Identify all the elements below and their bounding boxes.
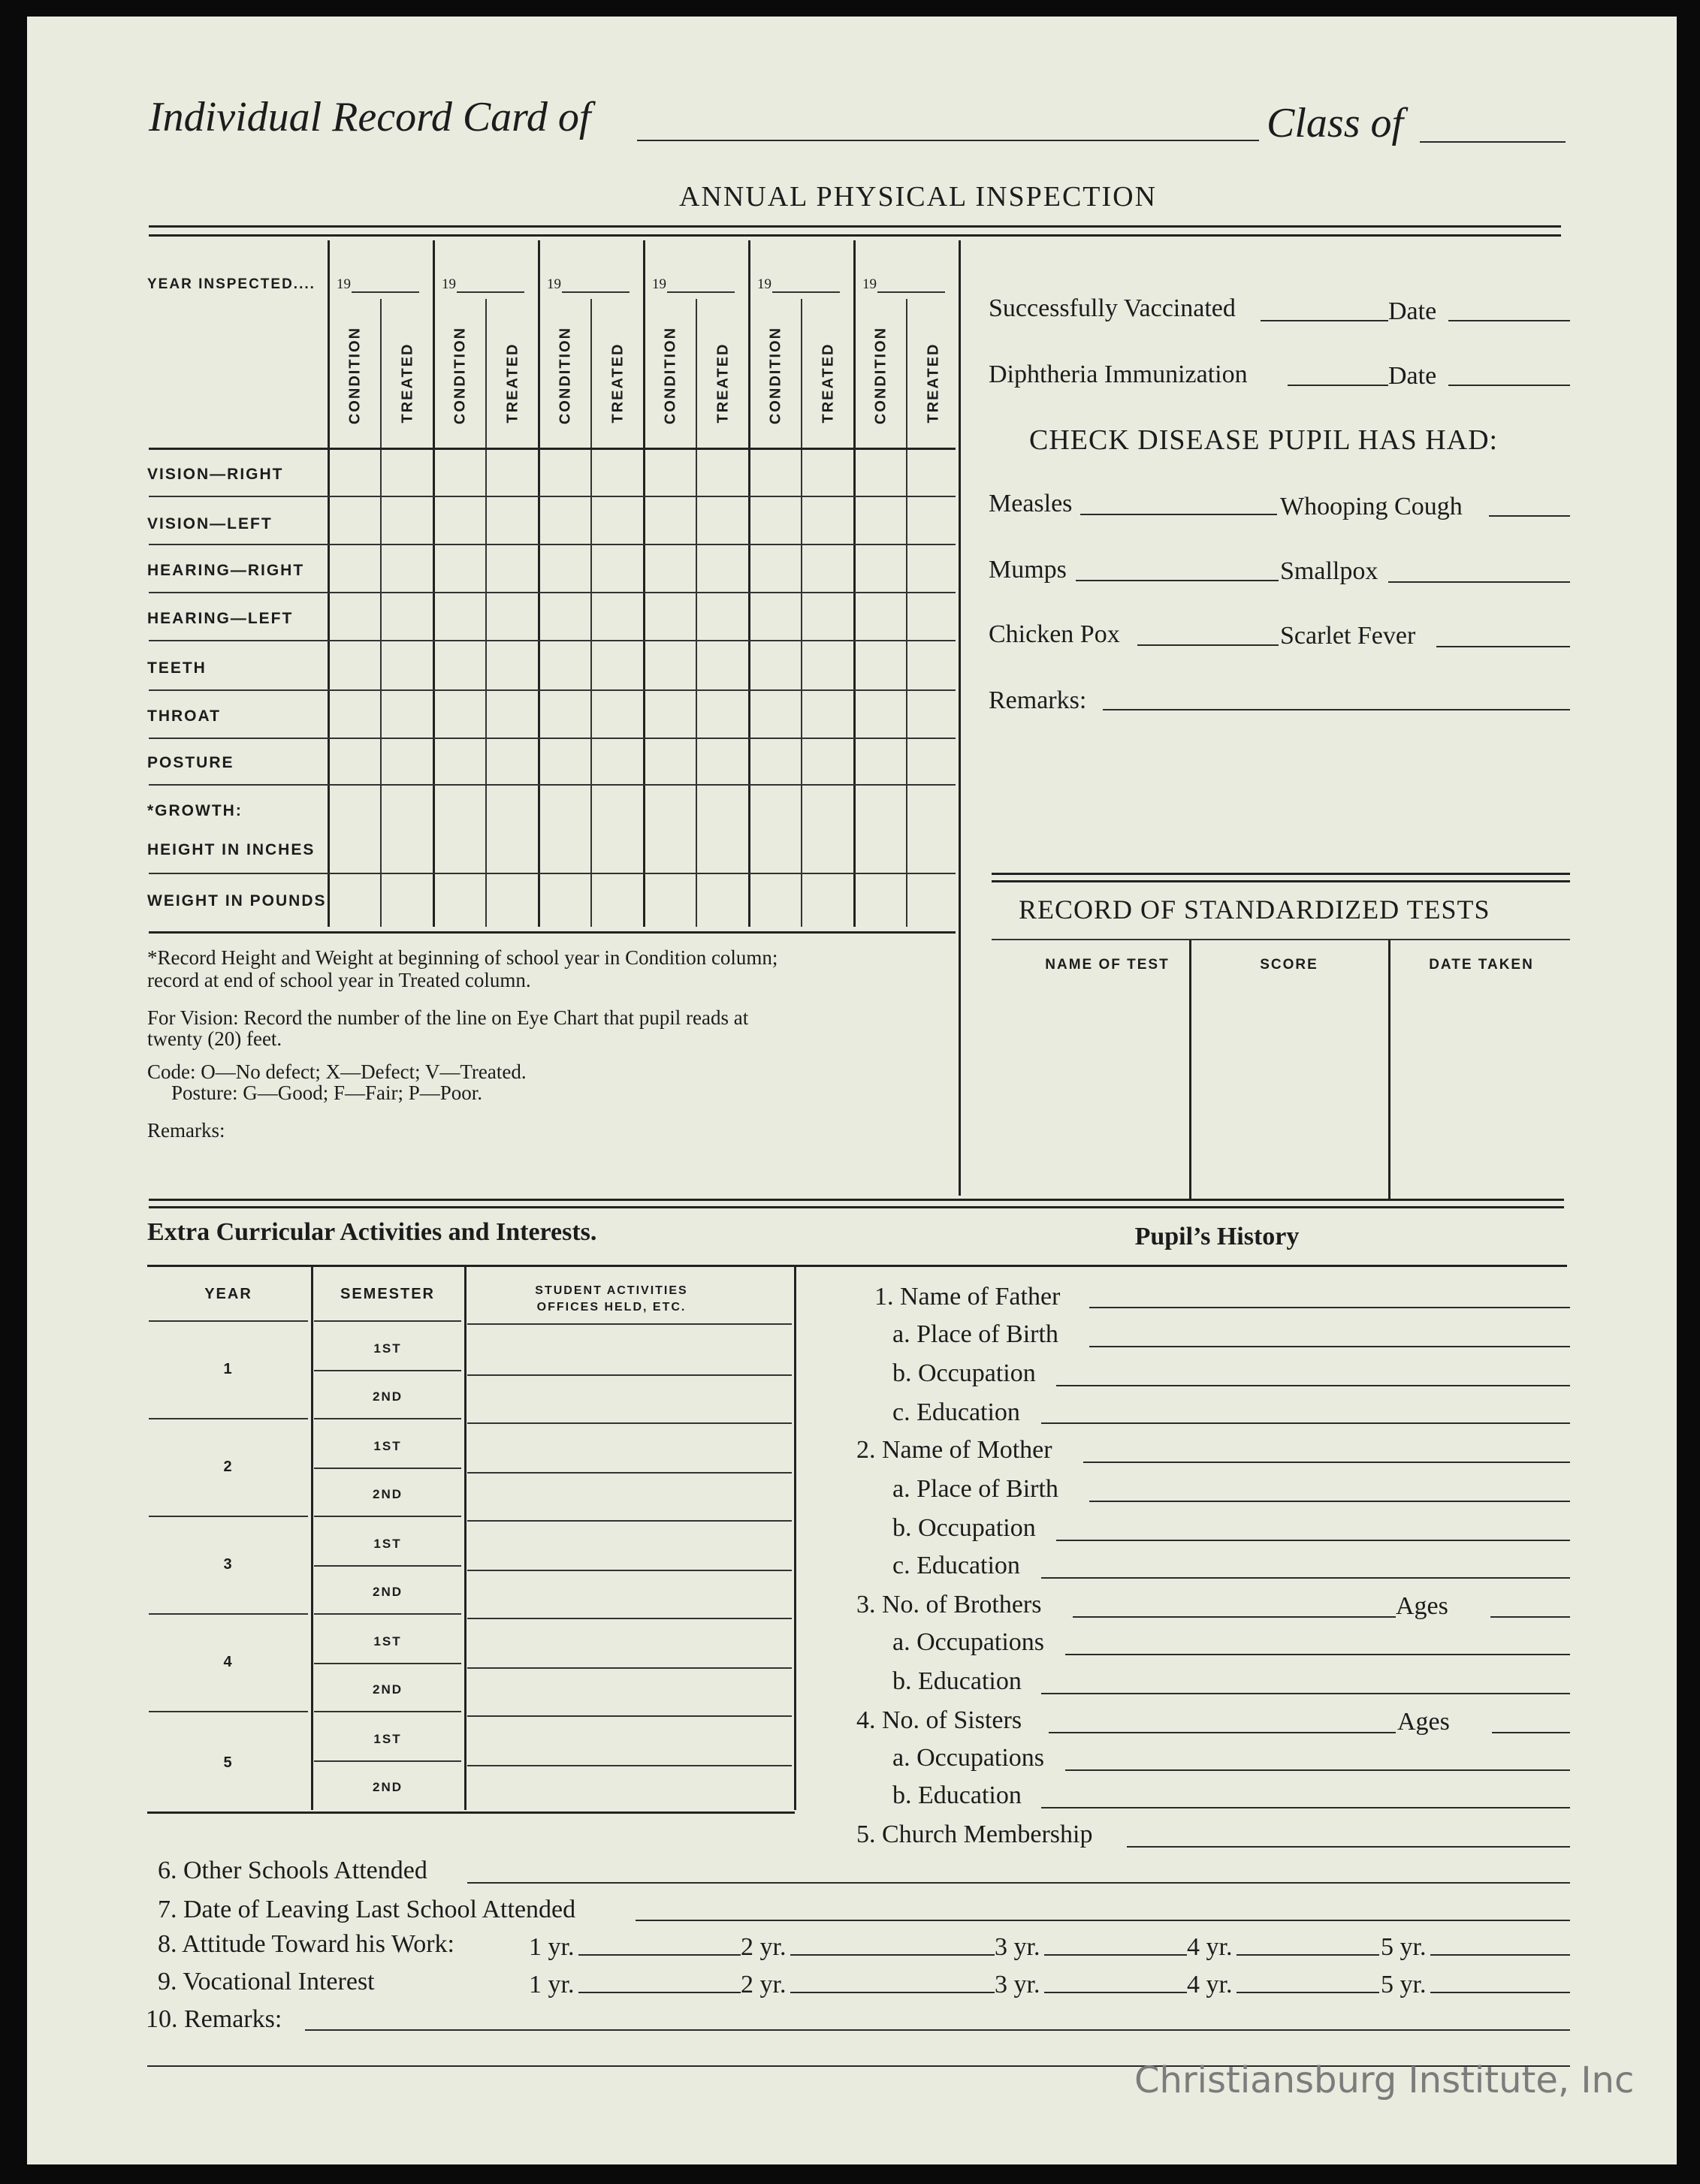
vocational-yr-field[interactable] (1430, 1992, 1570, 1993)
yr-label: 3 yr. (995, 1971, 1040, 1998)
year-cell[interactable] (442, 276, 456, 293)
test-score-header: SCORE (1260, 957, 1318, 973)
row-label: THROAT (147, 707, 221, 725)
activities-rule (314, 1760, 461, 1762)
year-cell[interactable] (547, 276, 561, 293)
vocational-yr-field[interactable] (1237, 1992, 1379, 1993)
activity-field[interactable] (467, 1472, 792, 1474)
yr-label: 4 yr. (1187, 1971, 1233, 1998)
activities-top-rule (147, 1265, 1567, 1267)
tests-grid-line (1189, 940, 1191, 1200)
activities-rule (314, 1613, 461, 1615)
activities-rule (149, 1711, 308, 1712)
activities-rule (314, 1320, 461, 1322)
record-note: record at end of school year in Treated column. (147, 969, 531, 991)
activities-grid-line (794, 1266, 796, 1810)
test-name-header: NAME OF TEST (1045, 957, 1170, 973)
test-date-header: DATE TAKEN (1429, 957, 1534, 973)
activities-rule (314, 1565, 461, 1567)
history-field[interactable] (1049, 1732, 1396, 1733)
yr-label: 2 yr. (741, 1933, 787, 1961)
activity-field[interactable] (467, 1667, 792, 1669)
history-item: 5. Church Membership (856, 1821, 1093, 1848)
year-blank (667, 291, 735, 293)
yr-label: 2 yr. (741, 1971, 787, 1998)
row-rule (149, 640, 956, 641)
year-prefix: 19 (547, 276, 561, 292)
row-label: HEIGHT IN INCHES (147, 841, 316, 858)
row-rule (149, 738, 956, 739)
other-schools-field[interactable] (467, 1882, 1570, 1884)
semester-1st: 1ST (373, 1341, 402, 1356)
activities-rule (149, 1320, 308, 1322)
vocational-label: 9. Vocational Interest (158, 1968, 375, 1995)
activities-rule (314, 1468, 461, 1469)
condition-header: CONDITION (346, 326, 364, 425)
whooping-field[interactable] (1489, 515, 1570, 517)
activity-field[interactable] (467, 1765, 792, 1766)
health-remarks-field[interactable] (1103, 709, 1570, 710)
col-activities-header: STUDENT ACTIVITIES (535, 1284, 688, 1297)
condition-header: CONDITION (557, 326, 574, 425)
chicken-pox-field[interactable] (1137, 644, 1279, 646)
activities-rule (314, 1663, 461, 1664)
posture-note: Posture: G—Good; F—Fair; P—Poor. (171, 1081, 483, 1104)
year-cell[interactable] (757, 276, 771, 293)
final-remarks-field[interactable] (305, 2029, 1570, 2031)
ages-label: Ages (1397, 1708, 1450, 1736)
year-prefix: 19 (757, 276, 771, 292)
history-field[interactable] (1073, 1616, 1396, 1618)
watermark: Christiansburg Institute, Inc (1134, 2059, 1635, 2101)
treated-header: TREATED (925, 342, 942, 424)
smallpox-field[interactable] (1388, 581, 1570, 583)
divider (149, 234, 1561, 237)
treated-header: TREATED (399, 342, 416, 424)
history-item: a. Occupations (892, 1744, 1045, 1772)
history-field[interactable] (1083, 1462, 1570, 1463)
yr-label: 1 yr. (529, 1971, 575, 1998)
diphtheria-field[interactable] (1288, 385, 1388, 386)
vocational-yr-field[interactable] (1044, 1992, 1187, 1993)
activities-rule (149, 1418, 308, 1419)
history-item: b. Occupation (892, 1514, 1036, 1542)
scarlet-field[interactable] (1436, 646, 1570, 647)
attitude-yr-field[interactable] (578, 1954, 741, 1956)
health-remarks-label: Remarks: (989, 686, 1087, 714)
history-field[interactable] (1041, 1422, 1570, 1424)
semester-1st: 1ST (373, 1732, 402, 1746)
history-field[interactable] (1065, 1769, 1570, 1771)
col-year-header: YEAR (204, 1286, 252, 1302)
grid-line (906, 299, 907, 927)
notes-remarks-label: Remarks: (147, 1119, 225, 1142)
row-rule (149, 873, 956, 874)
year-blank (877, 291, 945, 293)
activities-rule (314, 1516, 461, 1517)
table-bottom-rule (149, 931, 956, 934)
name-field-line[interactable] (637, 140, 1259, 141)
chicken-pox-label: Chicken Pox (989, 620, 1120, 648)
semester-2nd: 2ND (372, 1682, 403, 1697)
divider (149, 225, 1561, 228)
activities-grid-line (311, 1266, 313, 1810)
grid-line (748, 240, 750, 927)
yr-label: 4 yr. (1187, 1933, 1233, 1961)
attitude-yr-field[interactable] (1044, 1954, 1187, 1956)
yr-label: 1 yr. (529, 1933, 575, 1961)
row-rule (149, 544, 956, 545)
vaccinated-label: Successfully Vaccinated (989, 294, 1236, 322)
year-cell[interactable] (652, 276, 666, 293)
year-prefix: 19 (862, 276, 877, 292)
col-activities-header: OFFICES HELD, ETC. (536, 1301, 687, 1314)
condition-header: CONDITION (451, 326, 469, 425)
treated-header: TREATED (714, 342, 732, 424)
activity-year: 1 (223, 1361, 234, 1377)
attitude-yr-field[interactable] (1237, 1954, 1379, 1956)
year-blank (562, 291, 630, 293)
semester-2nd: 2ND (372, 1780, 403, 1794)
condition-header: CONDITION (872, 326, 889, 425)
year-prefix: 19 (337, 276, 351, 292)
diphtheria-date-field[interactable] (1448, 385, 1570, 386)
activities-rule (314, 1370, 461, 1371)
activity-field[interactable] (467, 1570, 792, 1571)
row-label: POSTURE (147, 754, 234, 771)
measles-label: Measles (989, 490, 1073, 517)
vocational-yr-field[interactable] (578, 1992, 741, 1993)
date-leaving-label: 7. Date of Leaving Last School Attended (158, 1896, 576, 1923)
class-field-line[interactable] (1420, 141, 1566, 143)
semester-1st: 1ST (373, 1634, 402, 1649)
row-label: HEARING—RIGHT (147, 562, 305, 579)
history-item: 3. No. of Brothers (856, 1591, 1042, 1618)
activity-year: 2 (223, 1459, 234, 1475)
history-field[interactable] (1056, 1385, 1570, 1386)
history-item: c. Education (892, 1398, 1020, 1426)
record-note: *Record Height and Weight at beginning of school year in Condition column; (147, 946, 778, 969)
year-blank (457, 291, 524, 293)
tests-heading: RECORD OF STANDARDIZED TESTS (1019, 894, 1490, 925)
class-of-label: Class of (1267, 100, 1404, 146)
vocational-yr-field[interactable] (790, 1992, 995, 1993)
activity-year: 4 (223, 1654, 234, 1670)
table-header-rule (149, 448, 956, 450)
activity-field[interactable] (467, 1715, 792, 1717)
year-inspected-label: YEAR INSPECTED.... (147, 276, 316, 292)
date-label: Date (1388, 362, 1437, 390)
attitude-yr-field[interactable] (790, 1954, 995, 1956)
other-schools-label: 6. Other Schools Attended (158, 1857, 427, 1884)
grid-line (328, 240, 330, 927)
yr-label: 3 yr. (995, 1933, 1040, 1961)
history-field[interactable] (1041, 1577, 1570, 1579)
year-blank (352, 291, 419, 293)
divider (149, 1199, 1564, 1201)
activity-field[interactable] (467, 1618, 792, 1619)
whooping-label: Whooping Cough (1280, 493, 1463, 520)
row-rule (149, 592, 956, 593)
final-remarks-label: 10. Remarks: (146, 2005, 282, 2033)
vaccinated-date-field[interactable] (1448, 320, 1570, 321)
condition-header: CONDITION (662, 326, 679, 425)
year-prefix: 19 (652, 276, 666, 292)
vision-note: twenty (20) feet. (147, 1027, 282, 1050)
grid-line (590, 299, 592, 927)
semester-1st: 1ST (373, 1439, 402, 1453)
ages-label: Ages (1396, 1592, 1448, 1620)
row-label: VISION—LEFT (147, 515, 273, 532)
year-cell[interactable] (862, 276, 877, 293)
attitude-yr-field[interactable] (1430, 1954, 1570, 1956)
history-item: b. Education (892, 1781, 1022, 1809)
grid-line (433, 240, 435, 927)
measles-field[interactable] (1080, 514, 1277, 515)
row-label: TEETH (147, 659, 207, 677)
condition-header: CONDITION (767, 326, 784, 425)
row-rule (149, 496, 956, 497)
history-field[interactable] (1065, 1654, 1570, 1655)
activities-grid-line (464, 1266, 467, 1810)
treated-header: TREATED (820, 342, 837, 424)
history-item: 4. No. of Sisters (856, 1706, 1022, 1734)
mumps-field[interactable] (1076, 580, 1279, 581)
attitude-label: 8. Attitude Toward his Work: (158, 1930, 455, 1958)
grid-line (643, 240, 645, 927)
divider (992, 873, 1570, 875)
grid-line (485, 299, 487, 927)
row-rule (149, 784, 956, 786)
center-divider (959, 240, 961, 1196)
tests-rule (992, 939, 1570, 940)
date-leaving-field[interactable] (636, 1920, 1570, 1921)
history-field[interactable] (1089, 1501, 1570, 1502)
page-subtitle: ANNUAL PHYSICAL INSPECTION (678, 181, 1158, 213)
history-item: a. Occupations (892, 1628, 1045, 1656)
grid-line (380, 299, 382, 927)
history-item: c. Education (892, 1552, 1020, 1579)
year-blank (772, 291, 840, 293)
treated-header: TREATED (609, 342, 627, 424)
history-item: a. Place of Birth (892, 1320, 1058, 1348)
history-field[interactable] (1056, 1540, 1570, 1541)
vision-note: For Vision: Record the number of the line on Eye Chart that pupil reads at (147, 1006, 749, 1029)
activities-rule (149, 1613, 308, 1615)
activities-heading: Extra Curricular Activities and Interests. (147, 1218, 597, 1246)
semester-1st: 1ST (373, 1537, 402, 1551)
divider (149, 1206, 1564, 1208)
activity-year: 5 (223, 1754, 234, 1771)
history-field[interactable] (1041, 1693, 1570, 1694)
scarlet-label: Scarlet Fever (1280, 622, 1416, 650)
row-rule (149, 689, 956, 691)
row-label: VISION—RIGHT (147, 466, 284, 483)
row-label: *GROWTH: (147, 802, 243, 819)
history-item: b. Education (892, 1667, 1022, 1695)
year-prefix: 19 (442, 276, 456, 292)
activities-bottom-rule (147, 1811, 795, 1814)
mumps-label: Mumps (989, 556, 1067, 584)
year-cell[interactable] (337, 276, 351, 293)
col-semester-header: SEMESTER (340, 1286, 436, 1302)
grid-line (853, 240, 856, 927)
activity-field[interactable] (467, 1374, 792, 1376)
activity-field[interactable] (467, 1520, 792, 1522)
grid-line (538, 240, 540, 927)
treated-header: TREATED (504, 342, 521, 424)
history-item: 1. Name of Father (874, 1283, 1061, 1311)
row-label: HEARING—LEFT (147, 610, 294, 627)
activity-year: 3 (223, 1556, 234, 1573)
grid-line (696, 299, 697, 927)
check-disease-heading: CHECK DISEASE PUPIL HAS HAD: (1029, 424, 1499, 456)
activities-rule (149, 1516, 308, 1517)
history-field[interactable] (1041, 1807, 1570, 1808)
activities-rule (314, 1418, 461, 1419)
ages-field[interactable] (1492, 1732, 1570, 1733)
semester-2nd: 2ND (372, 1585, 403, 1599)
date-label: Date (1388, 297, 1437, 325)
history-field[interactable] (1089, 1346, 1570, 1347)
yr-label: 5 yr. (1381, 1933, 1427, 1961)
card-title: Individual Record Card of (149, 94, 591, 140)
history-item: b. Occupation (892, 1359, 1036, 1387)
yr-label: 5 yr. (1381, 1971, 1427, 1998)
history-heading: Pupil’s History (1134, 1223, 1300, 1250)
row-label: WEIGHT IN POUNDS (147, 892, 327, 909)
tests-grid-line (1388, 940, 1390, 1200)
diphtheria-label: Diphtheria Immunization (989, 360, 1248, 388)
activity-field[interactable] (467, 1422, 792, 1424)
semester-2nd: 2ND (372, 1487, 403, 1501)
divider (992, 880, 1570, 882)
smallpox-label: Smallpox (1280, 557, 1378, 585)
history-item: 2. Name of Mother (856, 1436, 1052, 1464)
semester-2nd: 2ND (372, 1389, 403, 1404)
ages-field[interactable] (1490, 1616, 1570, 1618)
grid-line (801, 299, 802, 927)
activities-rule (314, 1711, 461, 1712)
code-note: Code: O—No defect; X—Defect; V—Treated. (147, 1060, 527, 1083)
history-field[interactable] (1127, 1846, 1570, 1848)
history-item: a. Place of Birth (892, 1475, 1058, 1503)
activities-rule (467, 1323, 792, 1325)
vaccinated-field[interactable] (1261, 320, 1388, 321)
history-field[interactable] (1089, 1307, 1570, 1308)
